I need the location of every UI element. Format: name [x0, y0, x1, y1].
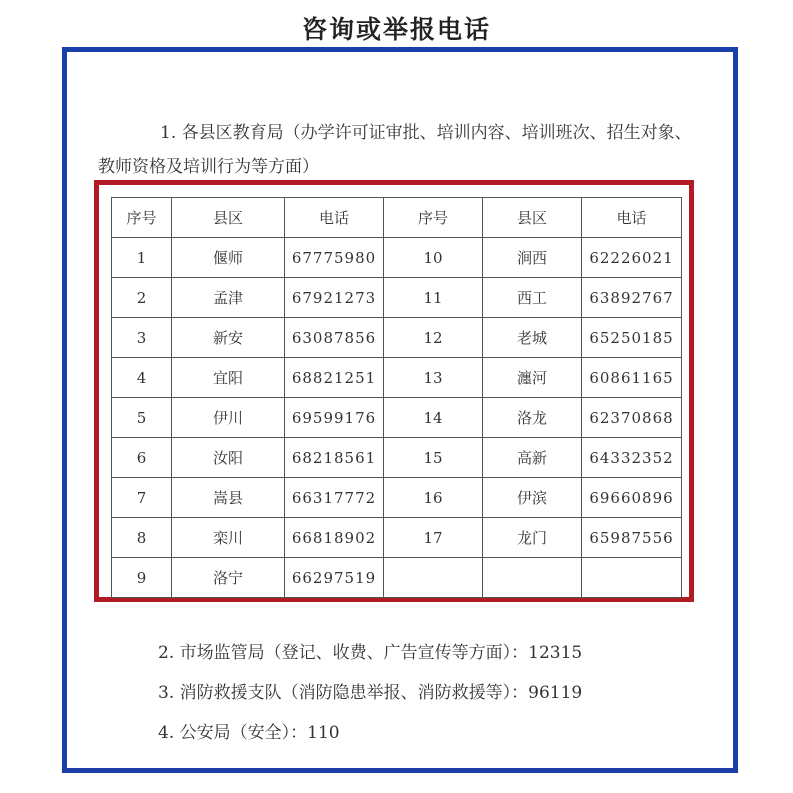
cell-county: 新安	[172, 318, 285, 358]
cell-index: 8	[112, 518, 172, 558]
cell-index: 15	[384, 438, 483, 478]
header-phone: 电话	[285, 198, 384, 238]
cell-phone: 69599176	[285, 398, 384, 438]
cell-phone: 69660896	[582, 478, 682, 518]
table-row	[112, 558, 682, 598]
cell-phone: 68821251	[285, 358, 384, 398]
cell-index: 1	[112, 238, 172, 278]
header-index: 序号	[384, 198, 483, 238]
cell-county: 西工	[483, 278, 582, 318]
cell-county: 宜阳	[172, 358, 285, 398]
cell-county: 老城	[483, 318, 582, 358]
county-phone-table	[111, 197, 682, 598]
table-row	[112, 318, 682, 358]
header-index: 序号	[112, 198, 172, 238]
cell-index: 4	[112, 358, 172, 398]
header-county: 县区	[172, 198, 285, 238]
cell-index: 11	[384, 278, 483, 318]
table-row	[112, 478, 682, 518]
cell-index: 16	[384, 478, 483, 518]
cell-county	[483, 558, 582, 598]
cell-county: 龙门	[483, 518, 582, 558]
cell-phone: 64332352	[582, 438, 682, 478]
cell-phone: 67775980	[285, 238, 384, 278]
table-row	[112, 518, 682, 558]
cell-index: 5	[112, 398, 172, 438]
page-title: 咨询或举报电话	[301, 15, 491, 44]
cell-county: 汝阳	[172, 438, 285, 478]
cell-index: 2	[112, 278, 172, 318]
cell-index: 10	[384, 238, 483, 278]
cell-phone: 63892767	[582, 278, 682, 318]
cell-phone: 66818902	[285, 518, 384, 558]
cell-index: 13	[384, 358, 483, 398]
section-1-heading: 1. 各县区教育局（办学许可证审批、培训内容、培训班次、招生对象、教师资格及培训行为等方面）	[98, 123, 692, 177]
cell-index: 17	[384, 518, 483, 558]
footer-line-public-security: 4. 公安局（安全）：110	[158, 723, 340, 743]
cell-index: 7	[112, 478, 172, 518]
cell-phone: 66317772	[285, 478, 384, 518]
cell-county: 孟津	[172, 278, 285, 318]
cell-phone: 66297519	[285, 558, 384, 598]
cell-index	[384, 558, 483, 598]
table-row	[112, 358, 682, 398]
cell-county: 偃师	[172, 238, 285, 278]
cell-county: 洛龙	[483, 398, 582, 438]
cell-phone: 65987556	[582, 518, 682, 558]
table-row	[112, 238, 682, 278]
cell-phone: 67921273	[285, 278, 384, 318]
cell-county: 高新	[483, 438, 582, 478]
cell-phone: 62370868	[582, 398, 682, 438]
cell-county: 涧西	[483, 238, 582, 278]
table-header-row	[112, 198, 682, 238]
cell-county: 瀍河	[483, 358, 582, 398]
cell-county: 洛宁	[172, 558, 285, 598]
cell-phone: 62226021	[582, 238, 682, 278]
cell-county: 嵩县	[172, 478, 285, 518]
cell-index: 3	[112, 318, 172, 358]
cell-phone	[582, 558, 682, 598]
cell-index: 12	[384, 318, 483, 358]
cell-index: 9	[112, 558, 172, 598]
cell-county: 栾川	[172, 518, 285, 558]
cell-county: 伊滨	[483, 478, 582, 518]
cell-phone: 63087856	[285, 318, 384, 358]
cell-phone: 60861165	[582, 358, 682, 398]
footer-line-market-supervision: 2. 市场监管局（登记、收费、广告宣传等方面）：12315	[158, 643, 583, 663]
header-county: 县区	[483, 198, 582, 238]
header-phone: 电话	[582, 198, 682, 238]
table-row	[112, 278, 682, 318]
cell-phone: 68218561	[285, 438, 384, 478]
cell-index: 6	[112, 438, 172, 478]
table-row	[112, 398, 682, 438]
cell-phone: 65250185	[582, 318, 682, 358]
footer-line-fire-rescue: 3. 消防救援支队（消防隐患举报、消防救援等）：96119	[158, 683, 583, 703]
cell-index: 14	[384, 398, 483, 438]
cell-county: 伊川	[172, 398, 285, 438]
table-row	[112, 438, 682, 478]
